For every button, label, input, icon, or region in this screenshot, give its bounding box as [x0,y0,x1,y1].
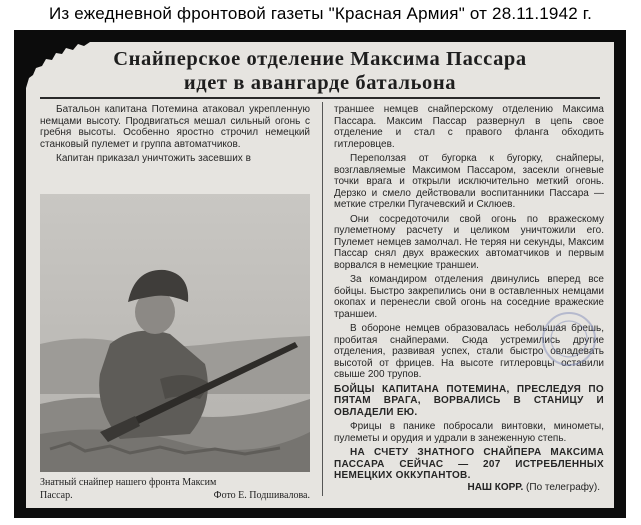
photo-caption [40,476,310,502]
clipping-frame [14,30,626,518]
right-paragraph: Они сосредоточили свой огонь по вражескому пулеметному расчету и целиком уничтожили его. Пулемет немцев замолчал. Не теряя ни секунды, Максим Пассар снял двух вражеских автоматчиков и первым ворвался в немецкие траншеи. [334,213,604,271]
signature-abbr: НАШ КОРР. [467,482,524,493]
headline-rule [40,97,600,99]
headline-line-2: идет в авангарде батальона [183,72,457,94]
photo-credit: Фото Е. Подшивалова. [213,490,310,501]
photo-caption-line-2: Пассар. [40,490,73,501]
headline-line-1: Снайперское отделение Максима Пассара [113,48,527,70]
newspaper-clipping [26,42,614,508]
correspondent-signature [467,482,600,493]
right-paragraph: В обороне немцев образовалась небольшая брешь, пробитая снайперами. Сюда устремились другие отделения, развивая успех, стали быстро овладевать высотой от фрицев. На высоте гитлеровцы оставили свыше 200 трупов. [334,323,604,380]
right-paragraph: Переползая от бугорка к бугорку, снайперы, возглавляемые Максимом Пассаром, засекли огневые точки врага и открыли исключительно меткий огонь. Дерзко и смело действовали воспитанники Пассара — меткие стрелки Пугачевский и Склюев. [334,153,604,210]
photo-caption-line-1: Знатный снайпер нашего фронта Максим [40,477,217,488]
left-paragraph: Капитан приказал уничтожить засевших в [56,153,251,164]
right-caps-paragraph: БОЙЦЫ КАПИТАНА ПОТЕМИНА, ПРЕСЛЕДУЯ ПО ПЯТАМ ВРАГА, ВОРВАЛИСЬ В СТАНИЦУ И ОВЛАДЕЛИ ЕЮ. [334,383,604,418]
right-caps-paragraph: НА СЧЕТУ ЗНАТНОГО СНАЙПЕРА МАКСИМА ПАССАРА СЕЙЧАС — 207 ИСТРЕБЛЕННЫХ НЕМЕЦКИХ ОККУПАНТОВ. [334,447,604,481]
sniper-photo [40,194,310,472]
left-column [40,104,310,168]
library-stamp [540,310,598,368]
signature-source: (По телеграфу). [526,482,600,493]
right-paragraph: траншее немцев снайперскому отделению Максима Пассара. Максим Пассар развернул в цепь свое отделение и стал с правого фланга обходить гитлеровцев. [334,104,604,150]
column-divider [322,102,323,496]
left-paragraph: Батальон капитана Потемина атаковал укрепленную немцами высоту. Продвигаться мешал сильный огонь с гребня высоты. Особенно яростно строчил немецкий станковый пулемет и группа автоматчиков. [40,104,310,150]
right-column [334,104,604,485]
page-caption: Из ежедневной фронтовой газеты "Красная Армия" от 28.11.1942 г. [48,4,593,23]
right-paragraph: Фрицы в панике побросали винтовки, минометы, пулеметы и орудия и удрали в занеженную степь. [334,421,604,444]
right-paragraph: За командиром отделения двинулись вперед все бойцы. Быстро закрепились они в оставленных немцами окопах и перенесли свой огонь на соседние вражеские траншеи. [334,274,604,320]
